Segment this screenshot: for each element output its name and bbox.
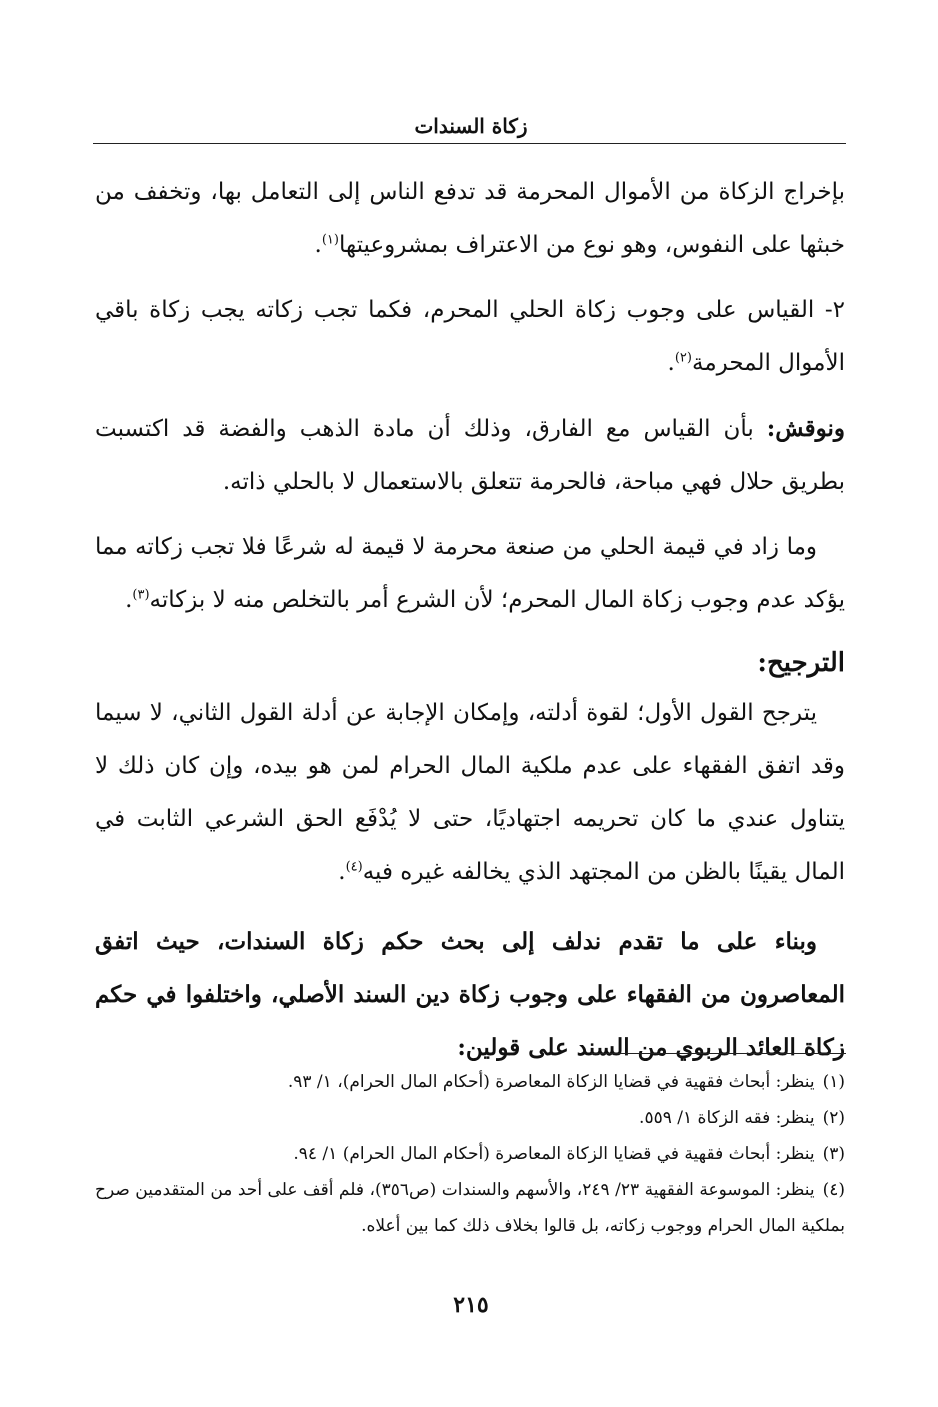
footnote-ref-4[interactable]: (٤) xyxy=(345,859,363,875)
page-number: ٢١٥ xyxy=(453,1292,489,1318)
tarjih-paragraph xyxy=(95,687,845,899)
footnote-4 xyxy=(95,1172,845,1244)
footnote-2-text: ينظر: فقه الزكاة ١/ ٥٥٩. xyxy=(639,1108,815,1128)
paragraph-3 xyxy=(95,402,845,509)
footnote-1-number: (١) xyxy=(822,1072,845,1092)
paragraph-3-lead: ونوقش: xyxy=(766,415,845,442)
footnote-1 xyxy=(95,1064,845,1100)
footnote-3 xyxy=(95,1136,845,1172)
section-heading: الترجيح: xyxy=(757,648,845,678)
paragraph-4 xyxy=(95,521,845,627)
footnote-3-text: ينظر: أبحاث فقهية في قضايا الزكاة المعاصرة (أحكام المال الحرام) ١/ ٩٤. xyxy=(293,1144,815,1164)
paragraph-2-text: ٢- القياس على وجوب زكاة الحلي المحرم، فكما تجب زكاته يجب زكاة باقي الأموال المحرمة xyxy=(95,297,845,376)
running-title: زكاة السندات xyxy=(414,114,528,138)
footnote-2-number: (٢) xyxy=(822,1108,845,1128)
paragraph-1 xyxy=(95,166,845,272)
paragraph-1-text: بإخراج الزكاة من الأموال المحرمة قد تدفع الناس إلى التعامل بها، وتخفف من خبثها على النفوس، وهو نوع من الاعتراف بمشروعيتها xyxy=(95,179,845,258)
conclusion-paragraph: وبناء على ما تقدم ندلف إلى بحث حكم زكاة السندات، حيث اتفق المعاصرون من الفقهاء على وجوب زكاة دين السند الأصلي، واختلفوا في حكم زكاة العائد الربوي من السند على قولين: xyxy=(95,928,845,1061)
footnote-1-text: ينظر: أبحاث فقهية في قضايا الزكاة المعاصرة (أحكام المال الحرام)، ١/ ٩٣. xyxy=(287,1072,815,1092)
paragraph-1-end: . xyxy=(314,232,322,258)
footnote-4-number: (٤) xyxy=(822,1180,845,1200)
footnote-ref-2[interactable]: (٢) xyxy=(674,350,692,366)
footnote-rule xyxy=(591,1053,846,1054)
paragraph-3-text: بأن القياس مع الفارق، وذلك أن مادة الذهب والفضة قد اكتسبت بطريق حلال فهي مباحة، فالحرمة تتعلق بالاستعمال لا بالحلي ذاته. xyxy=(95,416,845,495)
paragraph-4-text: وما زاد في قيمة الحلي من صنعة محرمة لا قيمة له شرعًا فلا تجب زكاته مما يؤكد عدم وجوب زكاة المال المحرم؛ لأن الشرع أمر بالتخلص منه لا بزكاته xyxy=(95,534,845,613)
footnotes xyxy=(95,1064,845,1244)
footnote-ref-1[interactable]: (١) xyxy=(321,232,339,248)
paragraph-2 xyxy=(95,284,845,390)
header-rule xyxy=(93,143,846,144)
main-text xyxy=(95,166,845,1074)
tarjih-end: . xyxy=(338,859,346,885)
footnote-3-number: (٣) xyxy=(822,1144,845,1164)
footnote-2 xyxy=(95,1100,845,1136)
footnote-4-text: ينظر: الموسوعة الفقهية ٢٣/ ٢٤٩، والأسهم والسندات (ص٣٥٦)، فلم أقف على أحد من المتقدمين صرح بملكية المال الحرام ووجوب زكاته، بل قالوا بخلاف ذلك كما بين أعلاه. xyxy=(95,1180,845,1236)
paragraph-2-end: . xyxy=(667,350,675,376)
footnote-ref-3[interactable]: (٣) xyxy=(132,587,150,603)
paragraph-4-end: . xyxy=(125,587,133,613)
tarjih-text: يترجح القول الأول؛ لقوة أدلته، وإمكان الإجابة عن أدلة القول الثاني، لا سيما وقد اتفق الفقهاء على عدم ملكية المال الحرام لمن هو بيده، وإن كان ذلك لا يتناول عندي ما كان تحريمه اجتهاديًا، حتى لا يُدْفَع الحق الشرعي الثابت في المال يقينًا بالظن من المجتهد الذي يخالفه غيره فيه xyxy=(95,700,845,885)
